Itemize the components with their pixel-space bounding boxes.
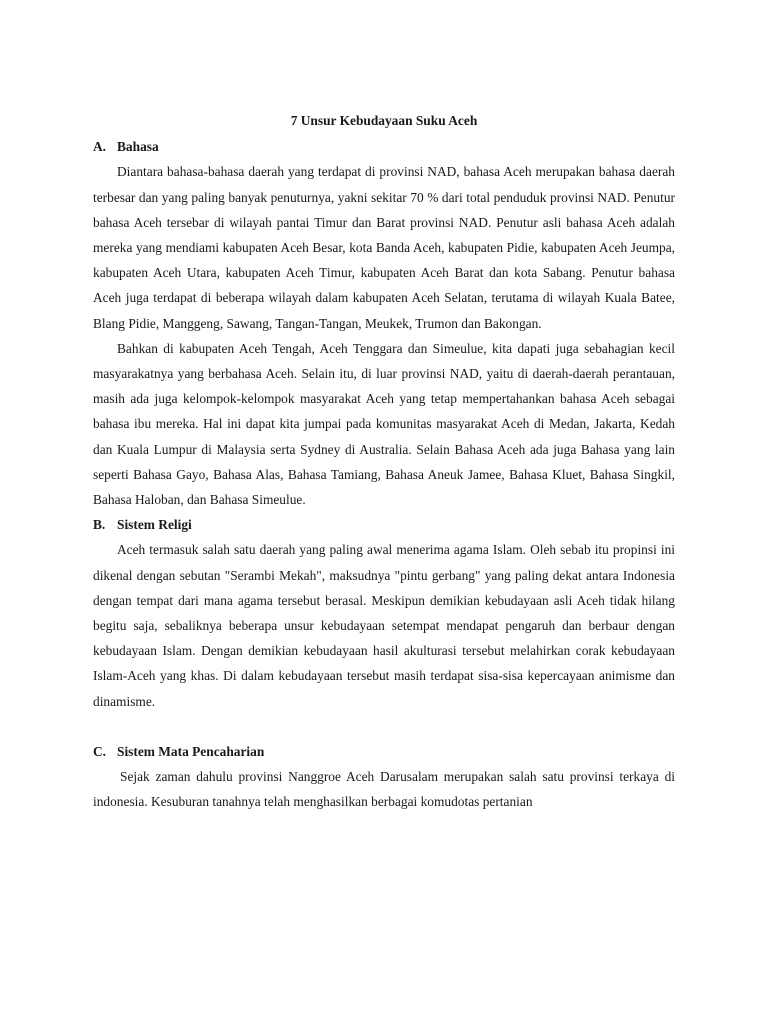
paragraph: Diantara bahasa-bahasa daerah yang terdapat di provinsi NAD, bahasa Aceh merupakan bahasa daerah terbesar dan yang paling banyak penuturnya, yakni sekitar 70 % dari total penduduk provinsi NAD. Penutur bahasa Aceh tersebar di wilayah pantai Timur dan Barat provinsi NAD. Penutur asli bahasa Aceh adalah mereka yang mendiami kabupaten Aceh Besar, kota Banda Aceh, kabupaten Pidie, kabupaten Aceh Jeumpa, kabupaten Aceh Utara, kabupaten Aceh Timur, kabupaten Aceh Barat dan kota Sabang. Penutur bahasa Aceh juga terdapat di beberapa wilayah dalam kabupaten Aceh Selatan, terutama di wilayah Kuala Batee, Blang Pidie, Manggeng, Sawang, Tangan-Tangan, Meukek, Trumon dan Bakongan. bbox=[93, 164, 675, 331]
section-heading-label: Sistem Mata Pencaharian bbox=[117, 743, 265, 759]
section-heading bbox=[93, 512, 675, 537]
section-letter: C. bbox=[93, 743, 107, 759]
paragraph: Bahkan di kabupaten Aceh Tengah, Aceh Tenggara dan Simeulue, kita dapati juga sebahagian kecil masyarakatnya yang berbahasa Aceh. Selain itu, di luar provinsi NAD, yaitu di daerah-daerah perantauan, masih ada juga kelompok-kelompok masyarakat Aceh yang tetap mempertahankan bahasa Aceh sebagai bahasa ibu mereka. Hal ini dapat kita jumpai pada komunitas masyarakat Aceh di Medan, Jakarta, Kedah dan Kuala Lumpur di Malaysia serta Sydney di Australia. Selain Bahasa Aceh ada juga Bahasa yang lain seperti Bahasa Gayo, Bahasa Alas, Bahasa Tamiang, Bahasa Aneuk Jamee, Bahasa Kluet, Bahasa Singkil, Bahasa Haloban, dan Bahasa Simeulue. bbox=[93, 340, 675, 508]
section-letter: B. bbox=[93, 517, 106, 533]
section-heading-label: Bahasa bbox=[117, 139, 159, 155]
section-heading bbox=[93, 134, 675, 159]
document-title: 7 Unsur Kebudayaan Suku Aceh bbox=[290, 113, 478, 128]
section-heading-label: Sistem Religi bbox=[117, 517, 192, 533]
document-page bbox=[93, 108, 675, 814]
section-letter: A. bbox=[93, 139, 107, 155]
section-bahasa bbox=[93, 134, 675, 512]
paragraph: Sejak zaman dahulu provinsi Nanggroe Aceh Darusalam merupakan salah satu provinsi terkaya di indonesia. Kesuburan tanahnya telah menghasilkan berbagai komudotas pertanian bbox=[93, 769, 675, 810]
section-sistem-mata-pencaharian bbox=[93, 739, 675, 815]
blank-line bbox=[93, 714, 675, 739]
paragraph: Aceh termasuk salah satu daerah yang paling awal menerima agama Islam. Oleh sebab itu propinsi ini dikenal dengan sebutan "Serambi Mekah", maksudnya "pintu gerbang" yang paling dekat antara Indonesia dengan tempat dari mana agama tersebut berasal. Meskipun demikian kebudayaan asli Aceh tidak hilang begitu saja, sebaliknya beberapa unsur kebudayaan setempat mendapat pengaruh dan berbaur dengan kebudayaan Islam. Dengan demikian kebudayaan hasil akulturasi tersebut melahirkan corak kebudayaan Islam-Aceh yang khas. Di dalam kebudayaan tersebut masih terdapat sisa-sisa kepercayaan animisme dan dinamisme. bbox=[93, 542, 675, 709]
section-sistem-religi bbox=[93, 512, 675, 714]
section-heading bbox=[93, 739, 675, 764]
